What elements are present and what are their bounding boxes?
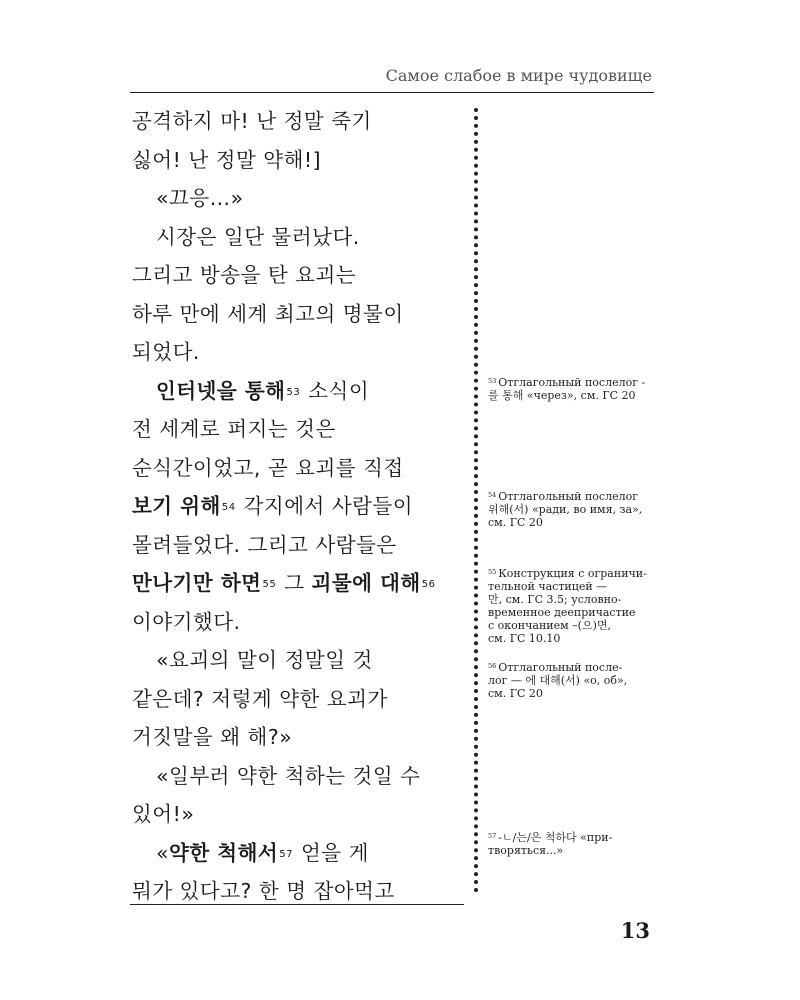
footnote-number: 55 (488, 568, 497, 576)
footnote-text: Отглагольный послелог - (498, 376, 646, 389)
text-line (132, 256, 462, 295)
bold-phrase: 보기 위해 (132, 494, 221, 518)
text-segment: « (156, 840, 170, 865)
text-line (132, 449, 462, 488)
bold-phrase: 만나기만 하면 (132, 571, 262, 595)
text-segment: 시장은 일단 물러났다. (156, 224, 360, 249)
footnote-text: временное деепричастие (488, 606, 636, 619)
text-line (132, 333, 462, 372)
text-line (132, 410, 462, 449)
text-segment: 얻을 게 (293, 840, 369, 865)
footnote-line (488, 593, 656, 606)
text-segment: 같은데? 저렇게 약한 요괴가 (132, 686, 388, 711)
text-segment: 공격하지 마! 난 정말 죽기 (132, 109, 372, 133)
footnote-text: Конструкция с ограничи- (498, 567, 647, 580)
footnote-ref: 57 (279, 848, 293, 860)
text-segment: 순식간이었고, 곧 요괴를 직접 (132, 455, 404, 480)
footnote-line (488, 389, 656, 402)
page-number: 13 (620, 918, 650, 943)
text-segment: 소식이 (301, 378, 370, 403)
text-line (132, 795, 462, 834)
text-line (132, 218, 462, 257)
footnote-text: с окончанием –(으)면, (488, 619, 611, 632)
footnote-line (488, 580, 656, 593)
bold-phrase: 인터넷을 통해 (156, 378, 286, 403)
text-line (132, 641, 462, 680)
text-segment: 각지에서 사람들이 (236, 494, 414, 518)
footnote-text: см. ГС 20 (488, 516, 543, 529)
text-line (132, 179, 462, 218)
text-segment: «끄응…» (156, 186, 244, 210)
footnote-line (488, 660, 656, 674)
text-line (132, 680, 462, 719)
footnote-line (488, 844, 656, 857)
text-segment: 전 세계로 퍼지는 것은 (132, 417, 336, 441)
text-segment: 되었다. (132, 340, 200, 364)
text-line (132, 564, 462, 603)
text-line (132, 834, 462, 873)
footnote-line (488, 830, 656, 844)
text-line (132, 102, 462, 141)
footnote-ref: 56 (421, 579, 436, 590)
footnote-text: лог — 에 대해(서) «о, об», (488, 674, 628, 687)
footnote-text: см. ГС 20 (488, 687, 543, 700)
header-rule (130, 92, 654, 93)
footnote-ref: 53 (286, 386, 301, 398)
footnote-ref: 54 (221, 502, 236, 513)
footnote-text: Отглагольный послелог (498, 490, 638, 503)
text-segment: 싫어! 난 정말 약해!] (132, 147, 322, 172)
text-line (132, 487, 462, 526)
text-segment: 몰려들었다. 그리고 사람들은 (132, 532, 397, 557)
running-head: Самое слабое в мире чудовище (385, 66, 652, 85)
text-segment: 있어!» (132, 802, 195, 826)
footnote-ref: 55 (262, 579, 277, 590)
text-segment: 뭐가 있다고? 한 명 잡아먹고 (132, 879, 395, 903)
footnote-55 (488, 566, 656, 645)
footnote-number: 57 (488, 832, 497, 840)
text-line (132, 757, 462, 796)
footnote-text: Отглагольный послe- (498, 661, 623, 674)
footnote-54 (488, 489, 656, 529)
footnote-57 (488, 830, 656, 857)
footnote-line (488, 674, 656, 687)
bold-phrase: 약한 척해서 (169, 840, 279, 865)
text-segment: «요괴의 말이 정말일 것 (156, 648, 373, 672)
text-line (132, 295, 462, 334)
text-line (132, 603, 462, 642)
footnote-text: см. ГС 10.10 (488, 632, 561, 645)
footnote-56 (488, 660, 656, 700)
footnote-line (488, 489, 656, 503)
footnote-line (488, 503, 656, 516)
text-line (132, 718, 462, 757)
footnote-text: творяться...» (488, 844, 564, 857)
footnote-line (488, 632, 656, 645)
text-segment: «일부러 약한 척하는 것일 수 (156, 763, 421, 788)
text-line (132, 372, 462, 411)
bottom-rule (130, 904, 464, 905)
text-line (132, 526, 462, 565)
bold-phrase: 괴물에 대해 (311, 571, 421, 595)
dotted-divider (474, 108, 478, 893)
text-segment: 거짓말을 왜 해?» (132, 725, 293, 749)
footnote-text: 만, см. ГС 3.5; условно- (488, 593, 622, 606)
footnote-line (488, 375, 656, 389)
footnote-number: 54 (488, 491, 497, 499)
footnote-line (488, 687, 656, 700)
text-segment: 이야기했다. (132, 609, 241, 634)
text-line (132, 141, 462, 180)
footnote-text: 를 통해 «через», см. ГС 20 (488, 389, 636, 402)
footnote-number: 56 (488, 662, 497, 670)
footnote-line (488, 606, 656, 619)
footnote-53 (488, 375, 656, 402)
text-segment: 그리고 방송을 탄 요괴는 (132, 263, 357, 287)
text-segment: 그 (277, 571, 312, 595)
text-segment: 하루 만에 세계 최고의 명물이 (132, 301, 404, 326)
footnote-text: 위해(서) «ради, во имя, за», (488, 503, 643, 516)
footnote-text: тельной частицей — (488, 580, 608, 593)
main-text (132, 102, 462, 911)
footnote-number: 53 (488, 377, 497, 385)
footnote-line (488, 566, 656, 580)
footnote-line (488, 516, 656, 529)
footnote-text: -ㄴ/는/은 척하다 «при- (498, 831, 613, 844)
footnote-line (488, 619, 656, 632)
